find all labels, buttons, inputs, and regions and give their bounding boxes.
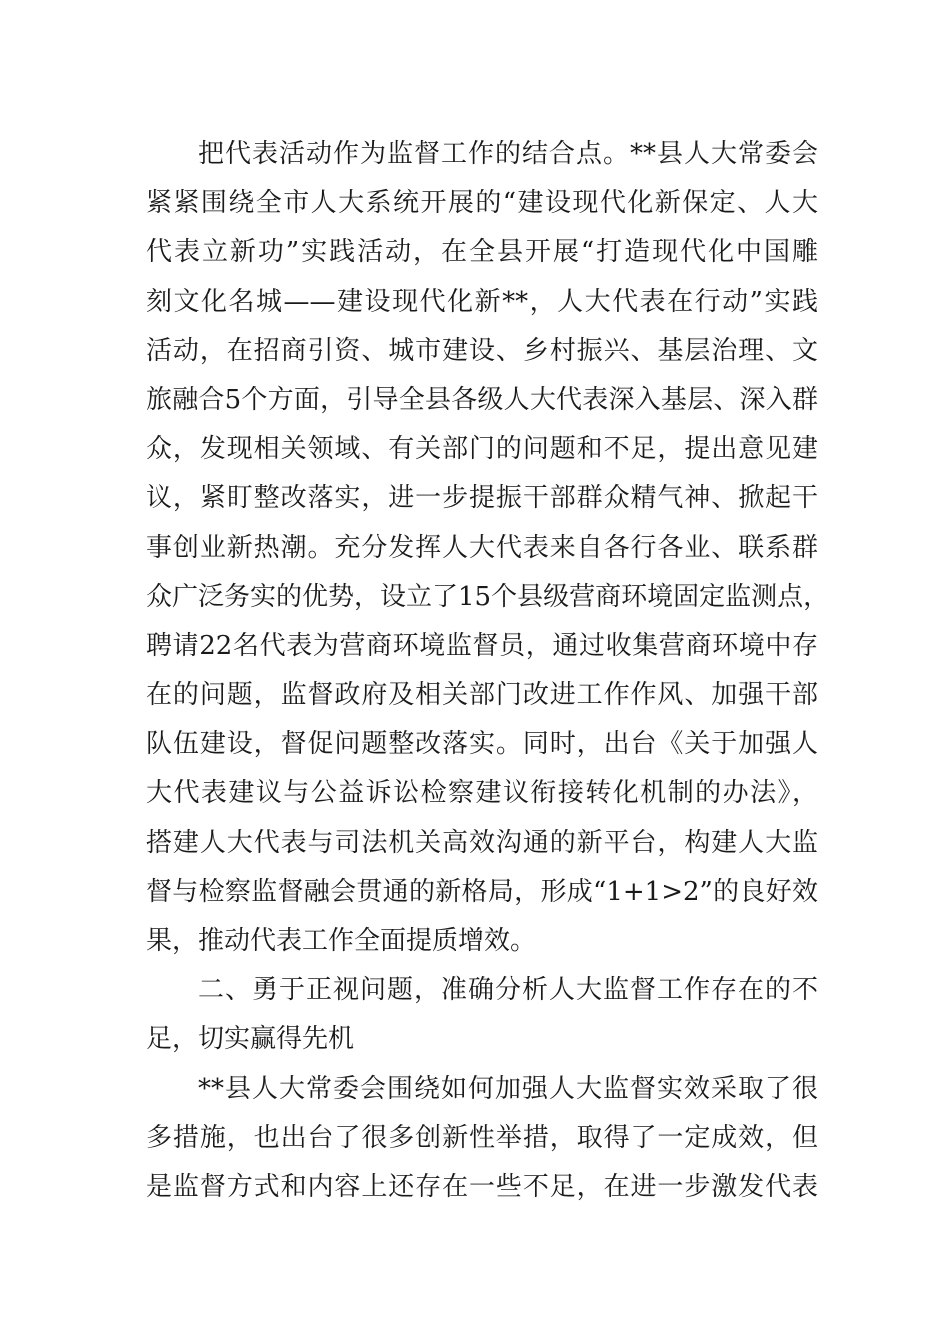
paragraph-line: 队伍建设，督促问题整改落实。同时，出台《关于加强人 [146,729,818,760]
paragraph-line: 活动，在招商引资、城市建设、乡村振兴、基层治理、文 [146,335,818,366]
section-heading-line: 二、勇于正视问题，准确分析人大监督工作存在的不 [198,975,818,1006]
paragraph-line: 多措施，也出台了很多创新性举措，取得了一定成效，但 [146,1122,818,1153]
paragraph-line: 众广泛务实的优势，设立了15个县级营商环境固定监测点， [146,581,830,612]
paragraph-line: 聘请22名代表为营商环境监督员，通过收集营商环境中存 [146,630,818,661]
paragraph-line: 是监督方式和内容上还存在一些不足，在进一步激发代表 [146,1171,818,1202]
paragraph-line: 紧紧围绕全市人大系统开展的“建设现代化新保定、人大 [146,188,818,219]
paragraph-line: 众，发现相关领域、有关部门的问题和不足，提出意见建 [146,434,818,465]
paragraph-line: 议，紧盯整改落实，进一步提振干部群众精气神、掀起干 [146,483,818,514]
paragraph-line: 大代表建议与公益诉讼检察建议衔接转化机制的办法》， [146,778,818,809]
paragraph-line: 搭建人大代表与司法机关高效沟通的新平台，构建人大监 [146,827,818,858]
section-heading-line: 足，切实赢得先机 [146,1024,355,1055]
paragraph-line: 刻文化名城——建设现代化新**，人大代表在行动”实践 [146,286,818,317]
paragraph-line: 代表立新功”实践活动，在全县开展“打造现代化中国雕 [146,237,818,268]
paragraph-line: 事创业新热潮。充分发挥人大代表来自各行各业、联系群 [146,532,818,563]
paragraph-line: 旅融合5个方面，引导全县各级人大代表深入基层、深入群 [146,384,818,415]
paragraph-line: 把代表活动作为监督工作的结合点。**县人大常委会 [198,139,818,169]
paragraph-line: 在的问题，监督政府及相关部门改进工作作风、加强干部 [146,680,818,711]
paragraph-line: **县人大常委会围绕如何加强人大监督实效采取了很 [198,1073,818,1104]
paragraph-line: 果，推动代表工作全面提质增效。 [146,926,537,956]
body-text [146,130,830,1212]
paragraph-line: 督与检察监督融会贯通的新格局，形成“1+1>2”的良好效 [146,876,818,907]
